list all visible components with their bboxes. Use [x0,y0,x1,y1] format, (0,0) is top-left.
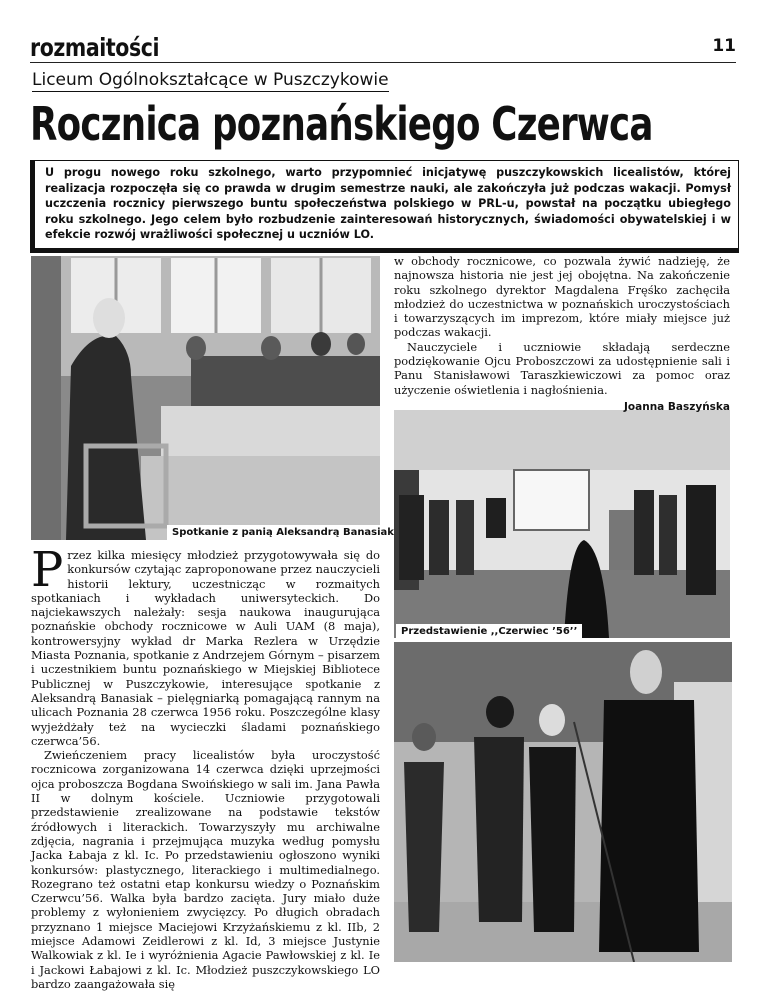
paragraph-3: w obchody rocznicowe, co pozwala żywić nadzieję, że najnowsza historia nie jest jej obojętna. Na zakończenie roku szkolnego dyrektor Magdalena Fręśko zachęciła młodzież do uczestnictwa w poznańskich uroczystościach i towarzyszących im imprezom, które miały miejsce już podczas wakacji. [394,254,730,340]
photo-meeting-caption: Spotkanie z panią Aleksandrą Banasiak [167,525,399,540]
article-column-right [394,254,730,414]
article-lead: U progu nowego roku szkolnego, warto przypomnieć inicjatywę puszczykowskich licealistów, której realizacja rozpoczęła się co prawda w drugim semestrze nauki, ale zakończyła już podczas wakacji. Pomysł uczczenia rocznicy pierwszego buntu społeczeństwa polskiego w PRL-u, powstał na początku ubiegłego roku szkolnego. Jego celem było rozbudzenie zainteresowań historycznych, świadomości obywatelskiej i w efekcie rozwój wrażliwości społecznej u uczniów LO. [30,160,739,253]
paragraph-1: Przez kilka miesięcy młodzież przygotowywała się do konkursów czytając zaproponowane przez nauczycieli historii lektury, uczestnicząc w rozmaitych spotkaniach i wykładach uniwersyteckich. Do najciekawszych należały: sesja naukowa inaugurująca poznańskie obchody rocznicowe w Auli UAM (8 maja), kontrowersyjny wykład dr Marka Rezlera w Urzędzie Miasta Poznania, spotkanie z Andrzejem Górnym – pisarzem i uczestnikiem buntu poznańskiego w Miejskiej Bibliotece Publicznej w Puszczykowie, interesujące spotkanie z Aleksandrą Banasiak – pielęgniarką pomagającą rannym na ulicach Poznania 28 czerwca 1956 roku. Poszczególne klasy wyjeżdżały też na wycieczki śladami poznańskiego czerwca’56. [31,542,380,748]
photo-performance-wide-image [394,410,730,638]
photo-performance-close [394,642,732,962]
photo-meeting-image [31,256,380,540]
article-kicker: Liceum Ogólnokształcące w Puszczykowie [32,70,389,90]
byline: Joanna Baszyńska [624,400,730,413]
dropcap: P [31,542,64,598]
article-headline: Rocznica poznańskiego Czerwca [30,97,653,151]
article-column-left [31,542,380,991]
photo-performance-wide [394,410,730,638]
page-header [30,34,736,63]
photo-meeting [31,256,380,540]
photo-performance-wide-caption: Przedstawienie ,,Czerwiec ’56’’ [396,624,582,639]
photo-performance-close-image [394,642,732,962]
paragraph-4: Nauczyciele i uczniowie składają serdeczne podziękowanie Ojcu Proboszczowi za udostępnienie sali i Panu Stanisławowi Taraszkiewiczowi za pomoc oraz użyczenie oświetlenia i nagłośnienia. [394,339,730,397]
section-title: rozmaitości [30,33,160,62]
paragraph-2: Zwieńczeniem pracy licealistów była uroczystość rocznicowa zorganizowana 14 czerwca dzięki uprzejmości ojca proboszcza Bogdana Swoińskiego w sali im. Jana Pawła II w dolnym kościele. Uczniowie przygotowali przedstawienie zrealizowane na podstawie tekstów źródłowych i literackich. Towarzyszyły mu archiwalne zdjęcia, nagrania i przejmująca muzyka według pomysłu Jacka Łabaja z kl. Ic. Po przedstawieniu ogłoszono wyniki konkursów: plastycznego, literackiego i multimedialnego. Rozegrano też ostatni etap konkursu wiedzy o Poznańskim Czerwcu’56. Walka była bardzo zacięta. Jury miało duże problemy z wyłonieniem zwycięzcy. Po długich obradach przyznano 1 miejsce Maciejowi Krzyżańskiemu z kl. IIb, 2 miejsce Adamowi Zeidlerowi z kl. Id, 3 miejsce Justynie Walkowiak z kl. Ie i wyróżnienia Agacie Pawłowskiej z kl. Ie i Jackowi Łabajowi z kl. Ic. Młodzież puszczykowskiego LO bardzo zaangażowała się [31,748,380,991]
page-number: 11 [712,36,736,56]
